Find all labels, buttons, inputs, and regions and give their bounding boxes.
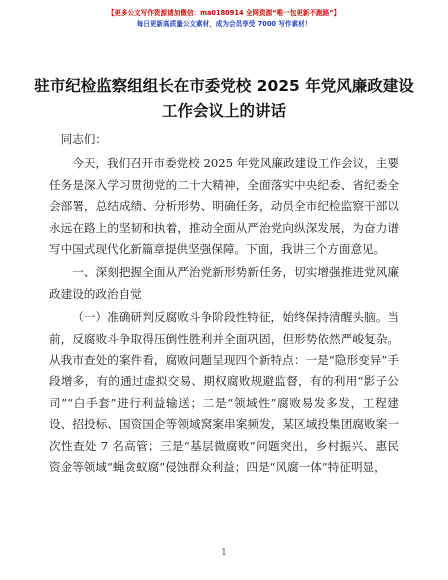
section-heading-1: 一、深刻把握全面从严治党新形势新任务，切实增强推进党风廉政建设的政治自觉 — [49, 265, 399, 301]
salutation: 同志们： — [60, 132, 107, 146]
promo-banner-line-2: 每日更新高质量公文素材，成为会员享受 7000 写作素材！ — [136, 20, 312, 28]
paragraph-intro: 今天，我们召开市委党校 2025 年党风廉政建设工作会议，主要任务是深入学习贯彻党的二十大精神，全面落实中央纪委、省纪委全会部署，总结成绩、分析形势、明确任务，动员全市纪检监察干部以永远在路上的坚韧和执着，推动全面从严治党向纵深发展，为奋力谱写中国式现代化新篇章提供坚强保障。下面，我讲三个方面意见。 — [49, 156, 399, 257]
promo-banner — [40, 8, 408, 30]
document-body — [49, 129, 399, 479]
promo-banner-line-1: 【更多公文写作资源请加微信：ma0180914 全网资源“唯一包更新不跑路”】 — [107, 9, 341, 17]
page-number: 1 — [221, 548, 227, 558]
paragraph-subsection-1: （一）准确研判反腐败斗争阶段性特征，始终保持清醒头脑。当前，反腐败斗争取得压倒性胜利并全面巩固，但形势依然严峻复杂。从我市查处的案件看，腐败问题呈现四个新特点：一是“隐形变异”手段增多，有的通过虚拟交易、期权腐败规避监督，有的利用“影子公司”“白手套”进行利益输送；二是“领域性”腐败易发多发，工程建设、招投标、国资国企等领域窝案串案频发，某区域投集团腐败案一次性查处 7 名高管；三是“基层微腐败”问题突出，乡村振兴、惠民资金等领域“蝇贪蚁腐”侵蚀群众利益；四是“风腐一体”特征明显， — [49, 310, 399, 475]
document-title: 驻市纪检监察组组长在市委党校 2025 年党风廉政建设工作会议上的讲话 — [34, 77, 414, 120]
